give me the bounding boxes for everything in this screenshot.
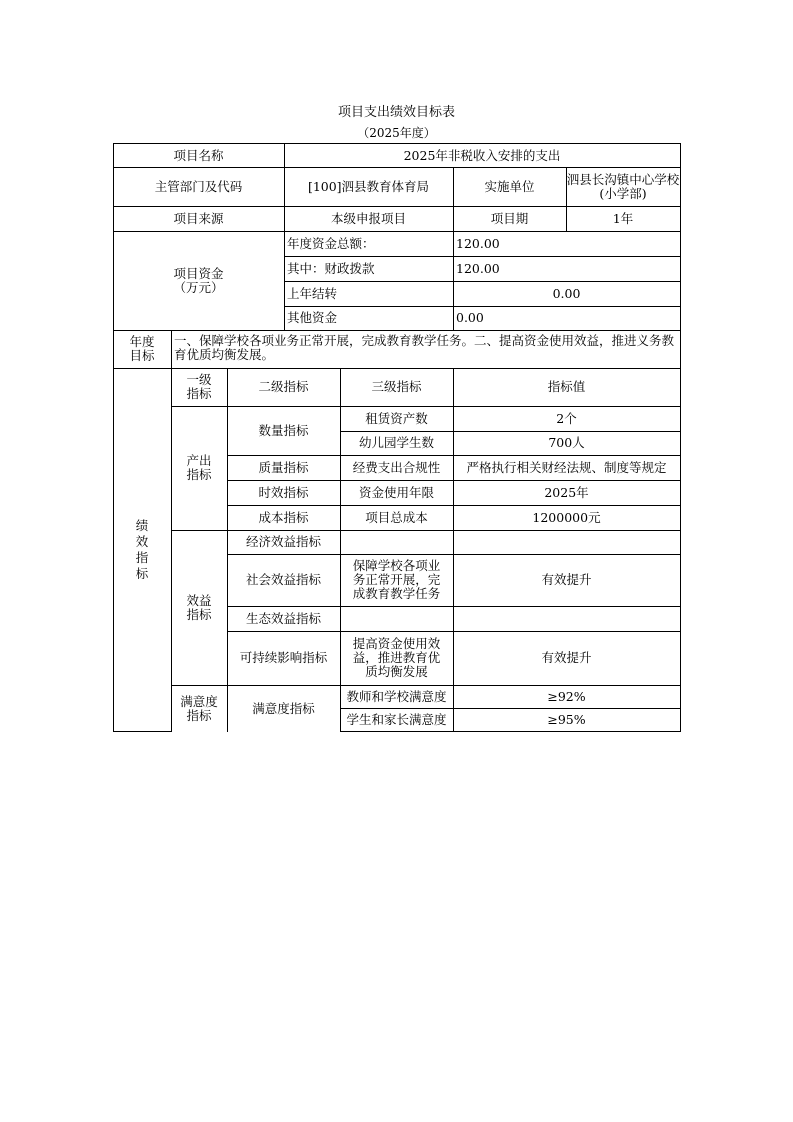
s2-value: ≥95% [453,708,681,732]
cost-indicator-label: 成本指标 [227,505,341,531]
economic-indicator-label: 经济效益指标 [227,530,341,555]
period-label: 项目期 [453,206,567,232]
economic-value [453,530,681,555]
social-value: 有效提升 [453,554,681,607]
eco-value [453,606,681,632]
q1-name: 租赁资产数 [340,406,454,432]
fund-carry-label: 上年结转 [284,281,454,307]
fund-total-value: 120.00 [453,231,681,257]
satisfaction-level1-label: 满意度指标 [171,685,228,732]
impl-unit-label: 实施单位 [453,167,567,207]
head-level2: 二级指标 [227,368,341,407]
dept-label: 主管部门及代码 [113,167,285,207]
fund-carry-value: 0.00 [453,281,681,307]
social-name: 保障学校各项业务正常开展，完成教育教学任务 [340,554,454,607]
project-name-value: 2025年非税收入安排的支出 [284,144,681,168]
time-name: 资金使用年限 [340,480,454,506]
indicators-section-label: 绩效指标 [113,368,172,732]
s1-name: 教师和学校满意度 [340,685,454,709]
quantity-indicator-label: 数量指标 [227,406,341,456]
cost-value: 1200000元 [453,505,681,531]
head-level3: 三级指标 [340,368,454,407]
time-value: 2025年 [453,480,681,506]
head-value: 指标值 [453,368,681,407]
cost-name: 项目总成本 [340,505,454,531]
economic-name [340,530,454,555]
eco-indicator-label: 生态效益指标 [227,606,341,632]
satisfaction-level2-label: 满意度指标 [227,685,341,732]
quality-name: 经费支出合规性 [340,455,454,481]
fund-total-label: 年度资金总额： [284,231,454,257]
q2-value: 700人 [453,431,681,456]
quality-value: 严格执行相关财经法规、制度等规定 [453,455,681,481]
fund-other-value: 0.00 [453,306,681,331]
time-indicator-label: 时效指标 [227,480,341,506]
output-indicator-label: 产出指标 [171,406,228,531]
s2-name: 学生和家长满意度 [340,708,454,732]
page-title: 项目支出绩效目标表 [337,105,455,120]
year-label: （2025年度） [357,126,436,140]
sustain-value: 有效提升 [453,631,681,686]
goal-text: 一、保障学校各项业务正常开展，完成教育教学任务。二、提高资金使用效益，推进义务教育优质均衡发展。 [171,330,681,369]
fund-other-label: 其他资金 [284,306,454,331]
benefit-indicator-label: 效益指标 [171,530,228,686]
fund-label: 项目资金（万元） [113,231,285,331]
fund-fiscal-label: 其中：财政拨款 [284,256,454,282]
period-value: 1年 [566,206,681,232]
quality-indicator-label: 质量指标 [227,455,341,481]
fund-fiscal-value: 120.00 [453,256,681,282]
project-name-label: 项目名称 [113,144,285,168]
source-label: 项目来源 [113,206,285,232]
sustain-name: 提高资金使用效益，推进教育优质均衡发展 [340,631,454,686]
impl-unit-value: 泗县长沟镇中心学校(小学部) [566,167,681,207]
head-level1: 一级指标 [171,368,228,407]
q2-name: 幼儿园学生数 [340,431,454,456]
dept-value: [100]泗县教育体育局 [284,167,454,207]
source-value: 本级申报项目 [284,206,454,232]
sustain-indicator-label: 可持续影响指标 [227,631,341,686]
eco-name [340,606,454,632]
q1-value: 2个 [453,406,681,432]
s1-value: ≥92% [453,685,681,709]
goal-label: 年度目标 [113,330,172,369]
social-indicator-label: 社会效益指标 [227,554,341,607]
